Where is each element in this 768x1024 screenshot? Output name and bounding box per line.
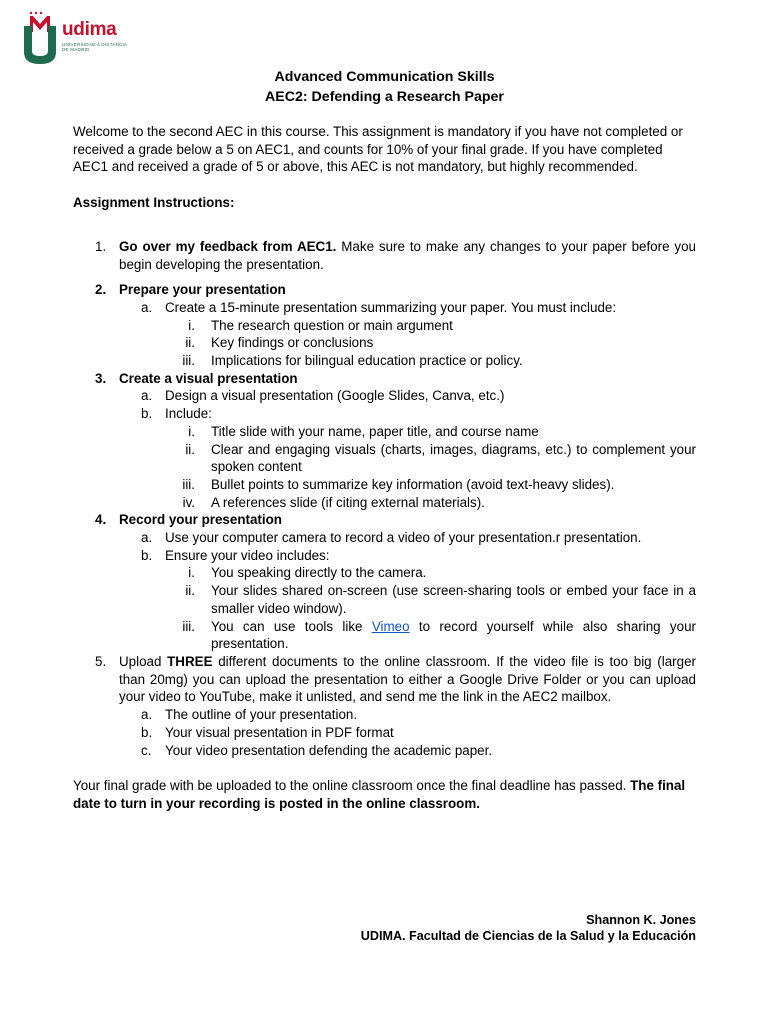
sub-item-3b-i: i. Title slide with your name, paper title, and course name <box>188 423 539 439</box>
course-title: Advanced Communication Skills <box>274 69 495 85</box>
sub-item-2a-iii: iii. Implications for bilingual education practice or policy. <box>182 353 523 369</box>
sub-item-3b-iii: iii. Bullet points to summarize key information (avoid text-heavy slides). <box>182 476 615 492</box>
list-item-5: 5. Upload THREE different documents to the online classroom. If the video file is too big (larger than 20mg) you can upload the presentation to either a Google Drive Folder or you can upload your video to YouTube, make it unlisted, and send me the link in the AEC2 mailbox. a. The outline of your presentation. b. Your visual presentation in PDF format c. Your video presentation defending the academic paper. <box>95 653 696 758</box>
sub-item-2a: a. Create a 15-minute presentation summarizing your paper. You must include: i. The research question or main argument ii. Key findings or conclusions iii. Implications for bilingual education practice or policy. <box>119 299 696 370</box>
list-item-3: 3. Create a visual presentation a. Design a visual presentation (Google Slides, Canva, etc.) b. Include: i. Title slide with your name, paper title, and course name ii. Clear and engaging visuals (charts, images, diagrams, etc.) to complement your spoken content iii. Bullet points to summarize key information (avoid text-heavy slides). iv. A references slide (if citing external materials). <box>95 370 696 510</box>
udima-logo <box>22 10 132 68</box>
list-item-4: 4. Record your presentation a. Use your computer camera to record a video of your presentation.r presentation. b. Ensure your video includes: i. You speaking directly to the camera. ii. Your slides shared on-screen (use screen-sharing tools or embed your face in a smaller video window). iii. You can use tools like Vimeo to record yourself while also sharing your presentation. <box>95 512 696 652</box>
signature-affiliation: UDIMA. Facultad de Ciencias de la Salud y la Educación <box>360 929 696 943</box>
logo-subtext: UNIVERSIDAD A DISTANCIA DE MADRID <box>62 42 128 53</box>
sub-item-4b-ii: ii. Your slides shared on-screen (use screen-sharing tools or embed your face in a smaller video window). <box>185 583 696 616</box>
signature-block <box>361 912 696 944</box>
logo-wordmark: udima <box>62 19 117 40</box>
sub-item-4b: b. Ensure your video includes: i. You speaking directly to the camera. ii. Your slides shared on-screen (use screen-sharing tools or embed your face in a smaller video window). iii. You can use tools like Vimeo to record yourself while also sharing your presentation. <box>141 547 696 652</box>
sub-item-5a: a. The outline of your presentation. <box>141 707 358 723</box>
vimeo-link[interactable]: Vimeo <box>371 618 410 634</box>
udima-emblem-icon <box>22 10 58 68</box>
sub-item-2a-i: i. The research question or main argument <box>188 317 453 333</box>
list-item-1: 1. Go over my feedback from AEC1. Make sure to make any changes to your paper before you begin developing the presentation. <box>95 238 696 272</box>
sub-item-5b: b. Your visual presentation in PDF format <box>141 724 394 740</box>
instructions-list <box>73 238 696 759</box>
list-item-2: 2. Prepare your presentation a. Create a 15-minute presentation summarizing your paper. You must include: i. The research question or main argument ii. Key findings or conclusions iii. Implications for bilingual education practice or policy. <box>73 281 696 370</box>
intro-paragraph: Welcome to the second AEC in this course. This assignment is mandatory if you have not completed or received a grade below a 5 on AEC1, and counts for 10% of your final grade. If you have completed AEC1 and received a grade of 5 or above, this AEC is not mandatory, but highly recommended. <box>73 124 683 175</box>
sub-item-3b: b. Include: i. Title slide with your name, paper title, and course name ii. Clear and engaging visuals (charts, images, diagrams, etc.) to complement your spoken content iii. Bullet points to summarize key information (avoid text-heavy slides). iv. A references slide (if citing external materials). <box>141 406 696 510</box>
sub-item-5c: c. Your video presentation defending the academic paper. <box>141 742 493 758</box>
sub-item-2a-ii: ii. Key findings or conclusions <box>185 335 374 351</box>
sub-item-3b-ii: ii. Clear and engaging visuals (charts, images, diagrams, etc.) to complement your spoken content <box>185 441 696 475</box>
sub-item-3b-iv: iv. A references slide (if citing external materials). <box>182 494 485 510</box>
sub-item-3a: a. Design a visual presentation (Google Slides, Canva, etc.) <box>141 388 505 404</box>
assignment-title: AEC2: Defending a Research Paper <box>265 89 504 105</box>
instructions-heading: Assignment Instructions: <box>73 195 235 211</box>
document-body <box>73 123 696 813</box>
signature-name: Shannon K. Jones <box>586 913 696 927</box>
sub-item-4b-i: i. You speaking directly to the camera. <box>188 565 427 581</box>
final-paragraph: Your final grade with be uploaded to the online classroom once the final deadline has passed. The final date to turn in your recording is posted in the online classroom. <box>73 778 686 811</box>
sub-item-4a: a. Use your computer camera to record a video of your presentation.r presentation. <box>141 530 642 546</box>
sub-item-4b-iii: iii. You can use tools like Vimeo to record yourself while also sharing your presentation. <box>182 618 696 652</box>
